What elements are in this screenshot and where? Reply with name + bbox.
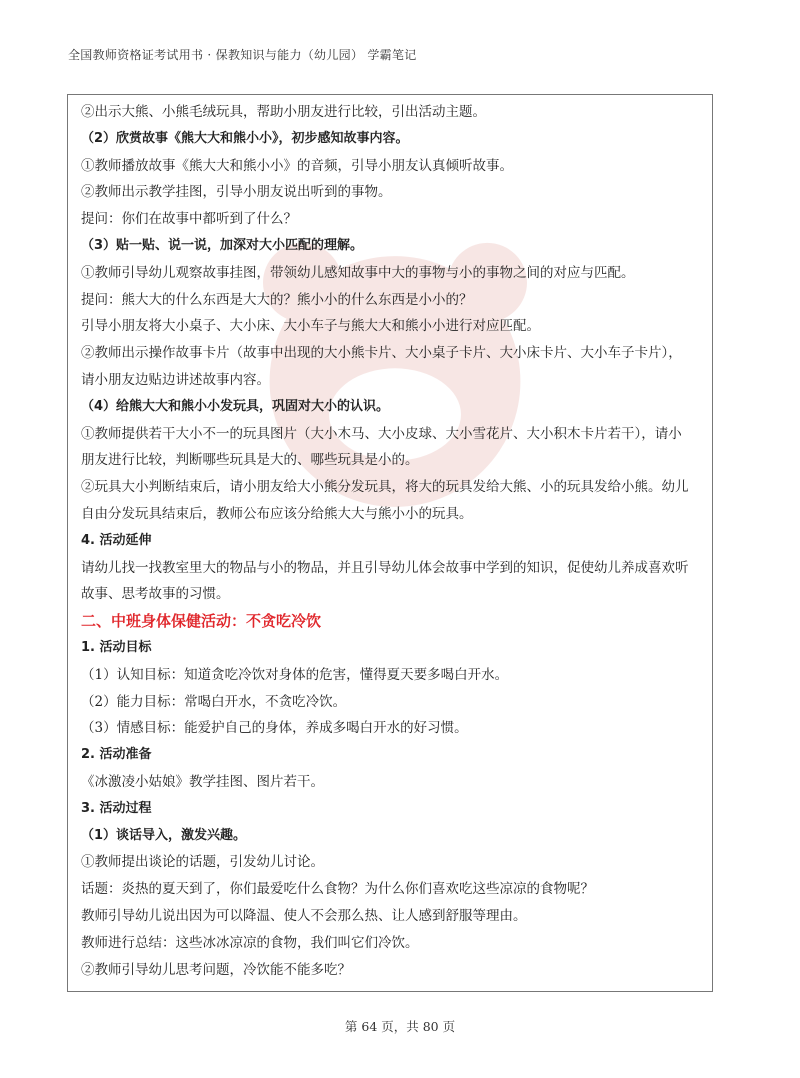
text-line: 请小朋友边贴边讲述故事内容。	[81, 371, 270, 388]
text-line: （2）能力目标：常喝白开水，不贪吃冷饮。	[81, 693, 347, 710]
text-line: 自由分发玩具结束后，教师公布应该分给熊大大与熊小小的玩具。	[81, 505, 473, 522]
text-line: （1）认知目标：知道贪吃冷饮对身体的危害，懂得夏天要多喝白开水。	[81, 666, 509, 683]
text-line: 故事、思考故事的习惯。	[81, 586, 230, 603]
text-line: ②教师出示操作故事卡片（故事中出现的大小熊卡片、大小桌子卡片、大小床卡片、大小车子卡片），	[81, 345, 682, 362]
text-line: 2. 活动准备	[81, 747, 152, 763]
text-line: ①教师播放故事《熊大大和熊小小》的音频，引导小朋友认真倾听故事。	[81, 157, 513, 174]
text-line: 朋友进行比较，判断哪些玩具是大的、哪些玩具是小的。	[81, 452, 419, 469]
text-line: 教师引导幼儿说出因为可以降温、使人不会那么热、让人感到舒服等理由。	[81, 907, 527, 924]
text-line: ②玩具大小判断结束后，请小朋友给大小熊分发玩具，将大的玩具发给大熊、小的玩具发给小熊。幼儿	[81, 479, 689, 496]
text-line: 4. 活动延伸	[81, 532, 152, 548]
text-line: 引导小朋友将大小桌子、大小床、大小车子与熊大大和熊小小进行对应匹配。	[81, 318, 540, 335]
text-line: ②教师引导幼儿思考问题，冷饮能不能多吃？	[81, 961, 351, 978]
text-line: 请幼儿找一找教室里大的物品与小的物品，并且引导幼儿体会故事中学到的知识，促使幼儿养成喜欢听	[81, 559, 689, 576]
text-line: 二、中班身体保健活动：不贪吃冷饮	[81, 612, 322, 631]
text-line: （3）贴一贴、说一说，加深对大小匹配的理解。	[81, 237, 364, 253]
text-line: 3. 活动过程	[81, 800, 152, 816]
text-line: （3）情感目标：能爱护自己的身体，养成多喝白开水的好习惯。	[81, 720, 468, 737]
page-header: 全国教师资格证考试用书 · 保教知识与能力（幼儿园） 学霸笔记	[68, 48, 417, 62]
text-line: 教师进行总结：这些冰冰凉凉的食物，我们叫它们冷饮。	[81, 934, 419, 951]
text-line: ①教师提出谈论的话题，引发幼儿讨论。	[81, 854, 324, 871]
document-body	[81, 99, 705, 983]
text-line: ①教师提供若干大小不一的玩具图片（大小木马、大小皮球、大小雪花片、大小积木卡片若干），请小	[81, 425, 682, 442]
page-footer: 第 64 页，共 80 页	[344, 1019, 456, 1034]
text-line: ②出示大熊、小熊毛绒玩具，帮助小朋友进行比较，引出活动主题。	[81, 104, 486, 120]
text-line: 提问：熊大大的什么东西是大大的？熊小小的什么东西是小小的？	[81, 291, 473, 308]
text-line: ②教师出示教学挂图，引导小朋友说出听到的事物。	[81, 184, 392, 201]
text-line: （4）给熊大大和熊小小发玩具，巩固对大小的认识。	[81, 398, 390, 414]
text-line: 话题：炎热的夏天到了，你们最爱吃什么食物？为什么你们喜欢吃这些凉凉的食物呢？	[81, 881, 594, 898]
text-line: 提问：你们在故事中都听到了什么？	[81, 211, 297, 228]
text-line: 《冰激凌小姑娘》教学挂图、图片若干。	[81, 773, 324, 790]
text-line: （2）欣赏故事《熊大大和熊小小》，初步感知故事内容。	[81, 130, 409, 146]
text-line: ①教师引导幼儿观察故事挂图，带领幼儿感知故事中大的事物与小的事物之间的对应与匹配。	[81, 264, 635, 281]
text-line: 1. 活动目标	[81, 639, 152, 655]
text-line: （1）谈话导入，激发兴趣。	[81, 827, 247, 843]
